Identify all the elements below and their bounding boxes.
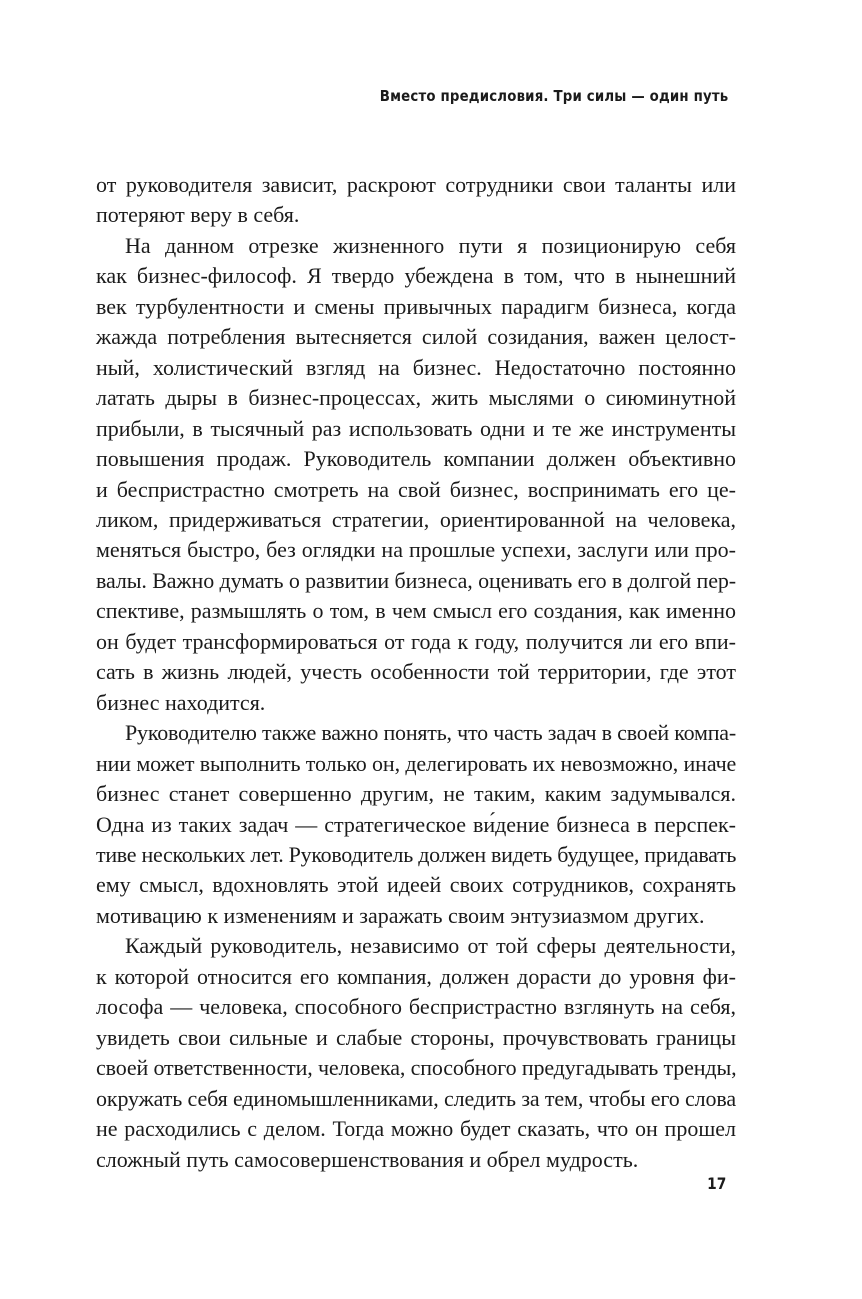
text-line: от руководителя зависит, раскроют сотрудники свои таланты или	[96, 172, 736, 197]
text-line: не расходились с делом. Тогда можно будет сказать, что он прошел	[96, 1116, 736, 1142]
text-line: Руководителю также важно понять, что часть задач в своей компа-	[125, 720, 736, 746]
text-line: Одна из таких задач — стратегическое ви́дение бизнеса в перспек-	[96, 811, 736, 837]
paragraph-4	[96, 931, 736, 1175]
text-line: он будет трансформироваться от года к году, получится ли его впи-	[96, 628, 736, 654]
text-line: ликом, придерживаться стратегии, ориентированной на человека,	[96, 506, 736, 532]
text-line: валы. Важно думать о развитии бизнеса, оценивать его в долгой пер-	[96, 567, 736, 593]
text-line: как бизнес-философ. Я твердо убеждена в том, что в нынешний	[96, 263, 736, 289]
text-line: сложный путь самосовершенствования и обрел мудрость.	[96, 1146, 639, 1172]
text-line: прибыли, в тысячный раз использовать одни и те же инструменты	[96, 415, 736, 441]
text-line: сать в жизнь людей, учесть особенности той территории, где этот	[96, 659, 736, 685]
text-line: бизнес находится.	[96, 689, 266, 715]
text-line: ный, холистический взгляд на бизнес. Недостаточно постоянно	[96, 354, 736, 380]
text-line: и беспристрастно смотреть на свой бизнес, воспринимать его це-	[96, 476, 736, 502]
text-line: век турбулентности и смены привычных парадигм бизнеса, когда	[96, 293, 736, 319]
text-line: Каждый руководитель, независимо от той сферы деятельности,	[125, 933, 736, 959]
body-text	[96, 170, 736, 1175]
text-line: ему смысл, вдохновлять этой идеей своих сотрудников, сохранять	[96, 872, 736, 898]
text-line: меняться быстро, без оглядки на прошлые успехи, заслуги или про-	[96, 537, 736, 563]
text-line: бизнес станет совершенно другим, не таким, каким задумывался.	[96, 781, 736, 807]
text-line: На данном отрезке жизненного пути я позиционирую себя	[125, 232, 736, 258]
text-line: нии может выполнить только он, делегировать их невозможно, иначе	[96, 750, 737, 776]
text-line: повышения продаж. Руководитель компании должен объективно	[96, 446, 736, 472]
text-line: жажда потребления вытесняется силой созидания, важен целост-	[96, 324, 736, 350]
text-line: к которой относится его компания, должен дорасти до уровня фи-	[96, 963, 736, 989]
text-line: лософа — человека, способного беспристрастно взглянуть на себя,	[96, 994, 736, 1020]
text-line: своей ответственности, человека, способного предугадывать тренды,	[96, 1055, 737, 1081]
text-line: потеряют веру в себя.	[96, 202, 300, 228]
text-line: окружать себя единомышленниками, следить за тем, чтобы его слова	[96, 1085, 736, 1111]
text-line: латать дыры в бизнес-процессах, жить мыслями о сиюминутной	[96, 385, 736, 411]
running-header: Вместо предисловия. Три силы — один путь	[379, 87, 728, 105]
text-line: мотивацию к изменениям и заражать своим энтузиазмом других.	[96, 902, 705, 928]
text-line: увидеть свои сильные и слабые стороны, прочувствовать границы	[96, 1024, 736, 1050]
paragraph-3	[96, 718, 736, 931]
paragraph-1	[96, 170, 736, 231]
paragraph-2	[96, 231, 736, 718]
text-line: тиве нескольких лет. Руководитель должен видеть будущее, придавать	[96, 841, 737, 867]
page-number: 17	[706, 1174, 726, 1193]
text-line: спективе, размышлять о том, в чем смысл его создания, как именно	[96, 598, 736, 624]
